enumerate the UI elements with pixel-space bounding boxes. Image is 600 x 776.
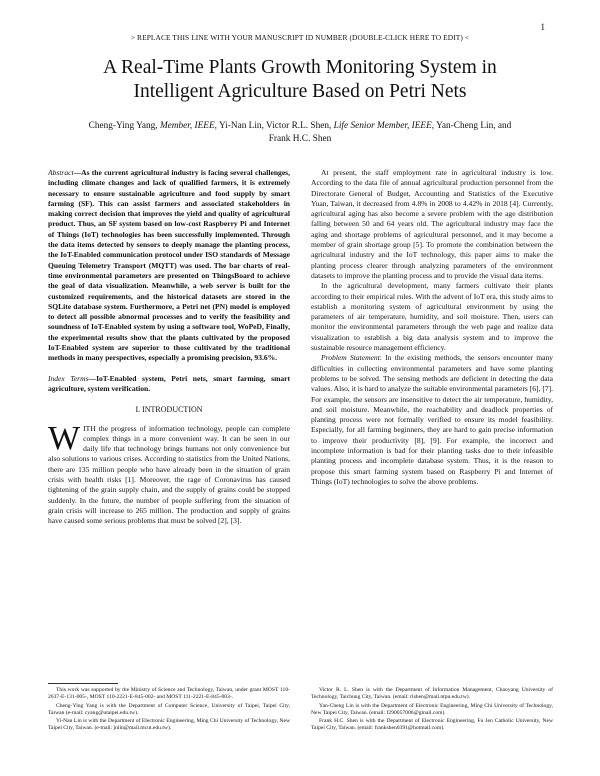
footnote: Yi-Nan Lin is with the Department of Electronic Engineering, Ming Chi University of Technology, New Taipei City, Taiwan. (e-mail: jnlin@mail.mcut.edu.tw). xyxy=(48,718,290,732)
index-terms-label: Index Terms xyxy=(48,373,89,383)
problem-statement-paragraph xyxy=(311,353,553,487)
section-heading: I. INTRODUCTION xyxy=(135,405,203,415)
drop-cap: W xyxy=(48,419,81,457)
abstract-label: Abstract xyxy=(48,168,74,177)
author-name: , Yi-Nan Lin, Victor R.L. Shen, xyxy=(214,121,334,131)
footnote: Cheng-Ying Yang is with the Department of Computer Science, University of Taipei, Taipei City, Taiwan (e-mail: cyang@utaipei.edu.tw). xyxy=(48,702,290,716)
footnote: Victor R. L. Shen is with the Department of Information Management, Chaoyang University of Technology, Taichung City, Taiwan. (email: rlshen@mail.ntpu.edu.tw). xyxy=(311,687,553,701)
left-column xyxy=(48,168,290,527)
body-paragraph: In the agricultural development, many farmers cultivate their plants according to their empirical rules. With the advent of IoT era, this study aims to establish a monitoring system of agricultural environment by using the parameters of air temperature, humidity, and soil moisture. Then, users can monitor the environmental parameters through the web page and realize data visualization to establish a big data analysis system and to improve the sustainable resource management efficiency. xyxy=(311,281,553,353)
author-line-1 xyxy=(48,120,552,133)
index-terms xyxy=(48,374,290,395)
author-name: , Yan-Cheng Lin, and xyxy=(431,121,512,131)
author-role: Member, IEEE xyxy=(159,121,215,131)
intro-paragraph xyxy=(48,419,290,527)
title-line-1: A Real-Time Plants Growth Monitoring System in xyxy=(103,57,497,78)
footnote: Frank H.C. Shen is with the Department of Electronic Engineering, Fu Jen Catholic University, New Taipei City, Taiwan. (email: frankshen0391@hotmail.com). xyxy=(311,718,553,732)
footnotes-right xyxy=(311,687,553,734)
abstract-text: —As the current agricultural industry is facing several challenges, including climate changes and lack of qualified farmers, it is extremely necessary to ensure sustainable agriculture and food supply by smart farming (SF). This can assist farmers and associated stakeholders in making correct decision that improves the yield and quality of agricultural product. Thus, an SF system based on low-cost Raspberry Pi and Internet of Things (IoT) technologies has been successfully implemented. Through the data items detected by sensors to deeply manage the planting process, the IoT-Enabled communication protocol under ISO standards of Message Queuing Telemetry Transport (MQTT) was used. The bar charts of real-time environmental parameters are presented on ThingsBoard to achieve the goal of data visualization. Meanwhile, a web server is built for the customized requirements, and the historical datasets are stored in the SQLite database system. Furthermore, a Petri net (PN) model is employed to detect all possible abnormal processes and to verify the feasibility and soundness of IoT-Enabled system by using a software tool, WoPeD, Finally, the experimental results show that the plants cultivated by the proposed IoT-Enabled system are superior to those cultivated by the traditional methods in many perspectives, especially a promising precision, 93.6%. xyxy=(48,168,290,363)
abstract xyxy=(48,168,290,364)
author-list xyxy=(48,120,552,145)
problem-statement-label: Problem Statement xyxy=(321,353,380,363)
author-line-2: Frank H.C. Shen xyxy=(268,133,332,144)
intro-text: ITH the progress of information technology, people can complete complex things in a more convenient way. It can be seen in our daily life that technology brings humans not only convenience but also solutions to various crises. According to statistics from the United Nations, there are 135 million people who have already been in the situation of grain crisis with health risks [1]. Moreover, the rage of Coronavirus has caused tightening of the grain supply chain, and the supply of grains could be stopped suddenly. In the future, the number of people suffering from the situation of grain crisis will increase to 265 million. The production and supply of grains have caused some serious problems that must be solved [2], [3]. xyxy=(48,423,290,526)
paper-title xyxy=(40,56,560,104)
index-terms-text: —IoT-Enabled system, Petri nets, smart farming, smart agriculture, system verification. xyxy=(48,373,290,393)
footnotes-left xyxy=(48,687,290,734)
manuscript-id-header: > REPLACE THIS LINE WITH YOUR MANUSCRIPT ID NUMBER (DOUBLE-CLICK HERE TO EDIT) < xyxy=(130,33,470,42)
title-line-2: Intelligent Agriculture Based on Petri Nets xyxy=(133,81,467,102)
author-role: Life Senior Member, IEEE xyxy=(333,121,432,131)
page-number: 1 xyxy=(540,22,545,32)
problem-statement-text: : In the existing methods, the sensors encounter many difficulties in collecting environmental parameters and have some planting problems to be solved. The sensing methods are deficient in detecting the data values. Also, it is hard to analyze the suitable environmental parameters [6], [7]. For example, the sensors are insensitive to detect the air temperature, humidity, and soil moisture. Meanwhile, the reachability and deadlock properties of planting process were not formally verified to ensure its model feasibility. Especially, for all farming beginners, they are hard to gain precise information to improve their productivity [8], [9]. For example, the incorrect and incomplete information is bad for their planting tasks due to their infeasible planting process and incomplete database system. Thus, it is the reason to propose this smart farming system based on Raspberry Pi and Internet of Things (IoT) technologies to solve the above problems. xyxy=(311,353,554,486)
footnote: Yan-Cheng Lin is with the Department of Electronic Engineering, Ming Chi University of Technology, New Taipei City, Taiwan. (email: f290057006@gmail.com). xyxy=(311,702,553,716)
footnote-divider xyxy=(48,683,118,684)
footnote: This work was supported by the Ministry of Science and Technology, Taiwan, under grant MOST 110-2637-E-131-005-, MOST 110-2221-E-845-002- and MOST 111-2221-E-845-003-. xyxy=(48,687,290,701)
body-paragraph: At present, the staff employment rate in agricultural industry is low. According to the data file of annual agricultural production personnel from the Directorate General of Budget, Accounting and Statistics of the Executive Yuan, Taiwan, it decreased from 4.8% in 2008 to 4.42% in 2018 [4]. Currently, agricultural aging has also become a severe problem with the age distribution falling between 50 and 64 years old. The agricultural industry may face the aging and shortage problems of agricultural personnel, and it may become a member of grain shortage group [5]. To promote the combination between the agricultural industry and the IoT technology, this paper aims to make the planting process clearer through analyzing parameters of the environment datasets to improve the planting process and to provide the visual data items. xyxy=(311,168,553,280)
right-column xyxy=(311,168,553,487)
author-name: Cheng-Ying Yang, xyxy=(88,121,160,131)
